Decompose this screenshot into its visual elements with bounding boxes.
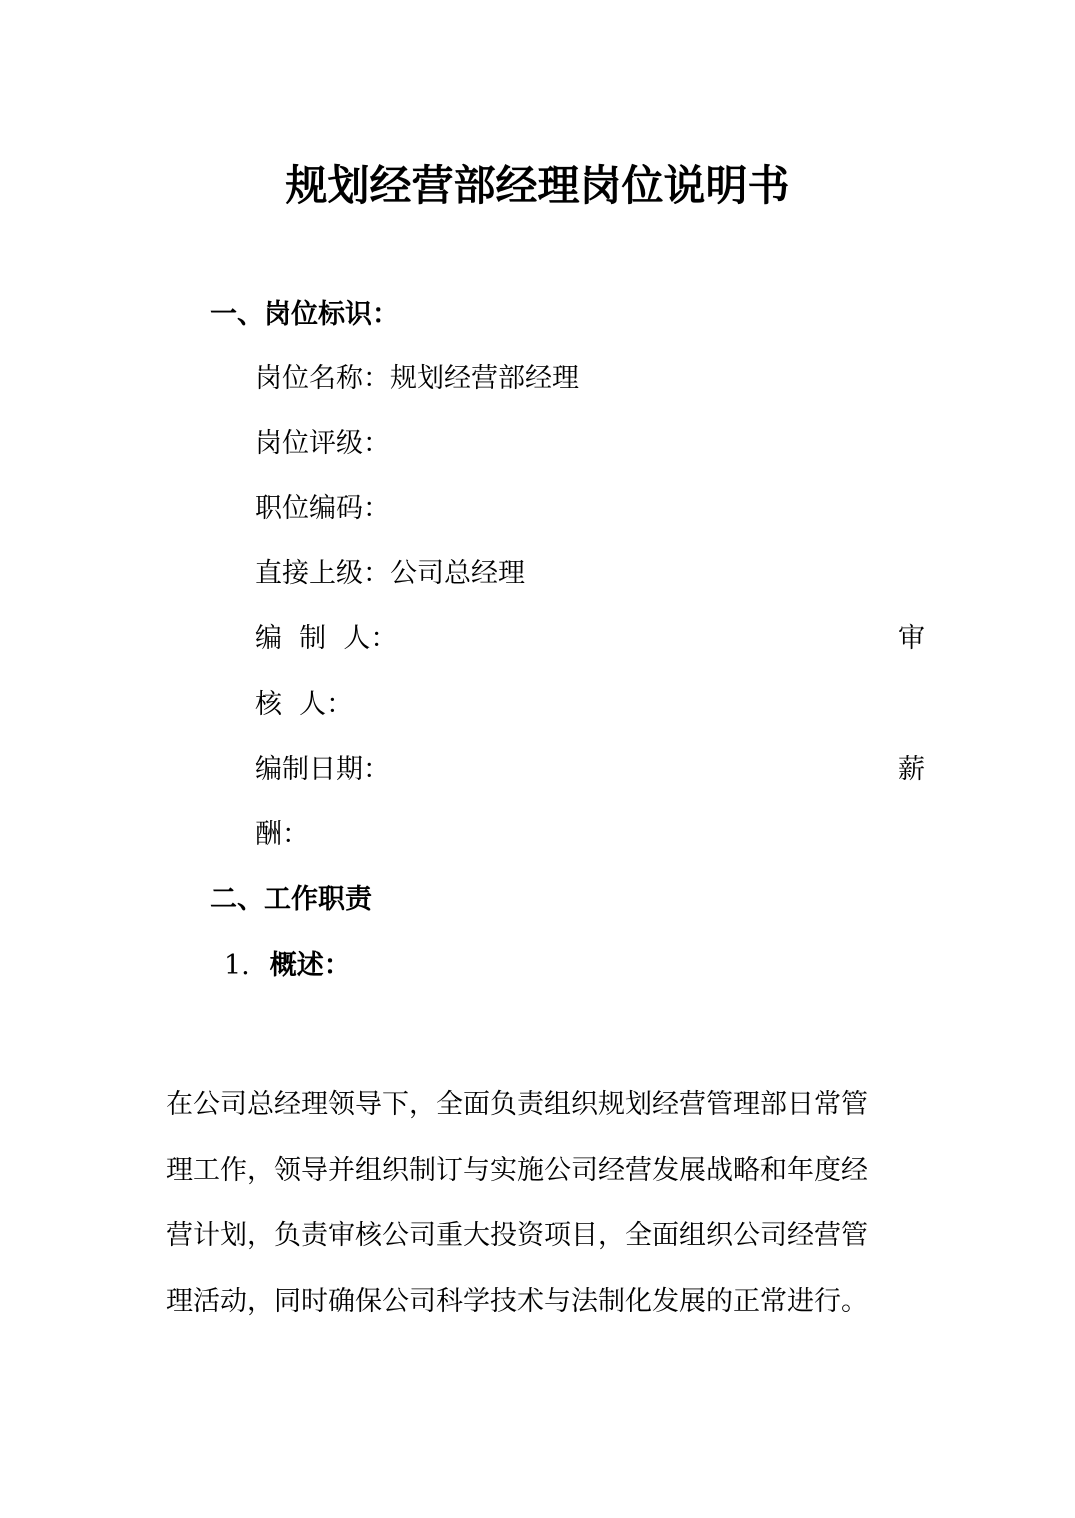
paragraph-line: 营计划，负责审核公司重大投资项目，全面组织公司经营管 xyxy=(166,1220,868,1251)
field-prepared-by: 编 制 人： xyxy=(255,623,398,654)
field-prepared-date: 编制日期： xyxy=(255,754,390,785)
subsection-label: 概述： xyxy=(269,950,351,981)
field-position-name: 岗位名称：规划经营部经理 xyxy=(255,363,579,394)
subsection-number: 1. xyxy=(224,950,250,981)
field-position-grade: 岗位评级： xyxy=(255,428,390,459)
paragraph-line: 在公司总经理领导下，全面负责组织规划经营管理部日常管 xyxy=(166,1089,868,1120)
field-reviewer-start: 审 xyxy=(898,623,925,654)
document-title: 规划经营部经理岗位说明书 xyxy=(285,161,790,210)
field-salary-start: 薪 xyxy=(898,754,925,785)
paragraph-line: 理工作，领导并组织制订与实施公司经营发展战略和年度经 xyxy=(166,1154,868,1186)
field-position-code: 职位编码： xyxy=(255,493,390,524)
overview-paragraph xyxy=(166,1072,928,1334)
subsection-overview xyxy=(224,948,351,984)
field-reviewer: 核 人： xyxy=(255,689,354,720)
section-heading-responsibilities: 二、工作职责 xyxy=(210,884,372,915)
field-salary: 酬： xyxy=(255,819,309,850)
section-heading-position-identity: 一、岗位标识： xyxy=(210,299,399,330)
paragraph-line: 理活动，同时确保公司科学技术与法制化发展的正常进行。 xyxy=(166,1285,868,1317)
field-direct-superior: 直接上级：公司总经理 xyxy=(255,558,525,589)
